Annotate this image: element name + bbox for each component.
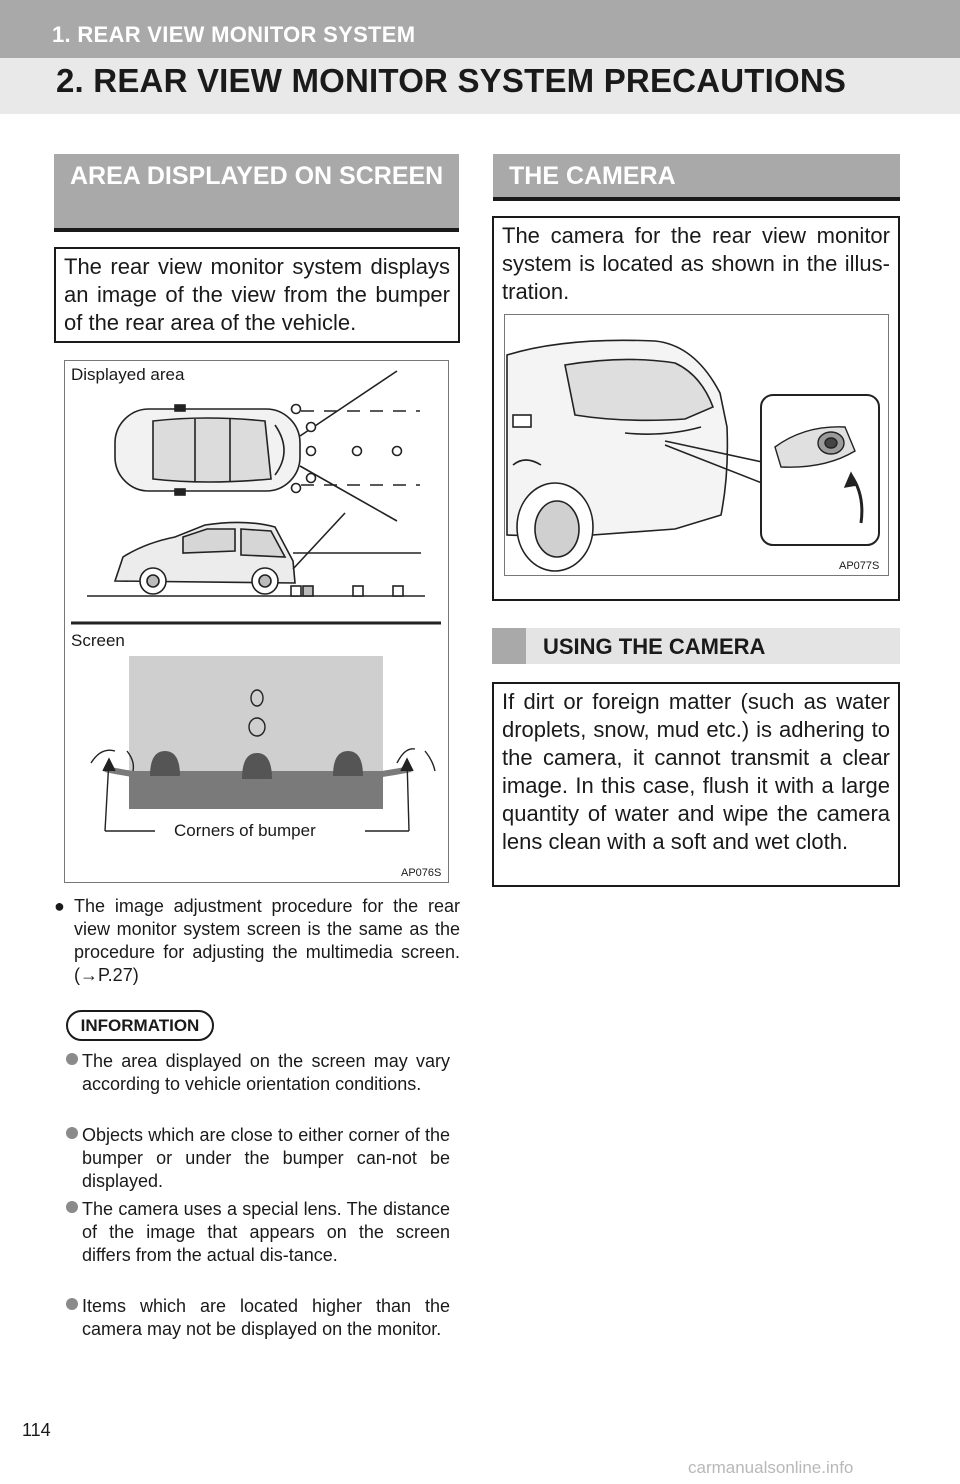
car-rear-illustration — [505, 315, 888, 575]
watermark: carmanualsonline.info — [688, 1458, 854, 1477]
info-bullet-icon — [66, 1053, 78, 1065]
info-item-text: Items which are located higher than the camera may not be displayed on the monitor. — [82, 1296, 450, 1339]
chapter-heading: 1. REAR VIEW MONITOR SYSTEM — [52, 22, 416, 47]
label-displayed-area: Displayed area — [71, 365, 185, 384]
section-heading-text: THE CAMERA — [509, 162, 676, 190]
car-rear-icon — [507, 340, 727, 571]
figure-displayed-area — [64, 360, 449, 883]
info-item-text: The camera uses a special lens. The distance of the image that appears on the screen differs from the actual dis-tance. — [82, 1199, 450, 1265]
car-top-view-icon — [115, 405, 300, 495]
bullet-marker: ● — [54, 896, 65, 916]
intro-text-camera: The camera for the rear view monitor system is located as shown in the illus-tration. — [502, 223, 890, 304]
figure-code-ap076s: AP076S — [401, 867, 442, 879]
using-camera-box — [492, 682, 900, 887]
figure-camera-location — [504, 314, 889, 576]
displayed-area-illustration — [65, 361, 448, 882]
page-title: 2. REAR VIEW MONITOR SYSTEM PRECAUTIONS — [56, 62, 847, 99]
info-bullet-icon — [66, 1127, 78, 1139]
car-side-view-icon — [115, 522, 295, 594]
label-screen: Screen — [71, 631, 125, 650]
using-camera-text: If dirt or foreign matter (such as water droplets, snow, mud etc.) is adhering to the camera, it cannot transmit a clear image. In this case, flush it with a large quantity of water and wipe the camera lens clean with a soft and wet cloth. — [502, 689, 890, 854]
label-corners-of-bumper: Corners of bumper — [170, 821, 320, 841]
info-item-2 — [66, 1124, 450, 1193]
info-item-3 — [66, 1198, 450, 1267]
info-bullet-icon — [66, 1201, 78, 1213]
information-badge: INFORMATION — [66, 1010, 214, 1041]
bullet-text: The image adjustment procedure for the rear view monitor system screen is the same as the procedure for adjusting the multimedia screen. (→P.27) — [74, 896, 460, 985]
info-item-4 — [66, 1295, 450, 1341]
section-heading-area-displayed — [54, 154, 459, 232]
section-heading-text: AREA DISPLAYED ON SCREEN — [70, 162, 444, 190]
figure-code-ap077s: AP077S — [839, 560, 880, 572]
intro-text-area: The rear view monitor system displays an image of the view from the bumper of the rear area of the vehicle. — [64, 254, 450, 335]
info-item-text: Objects which are close to either corner of the bumper or under the bumper can-not be displayed. — [82, 1125, 450, 1191]
subsection-title: USING THE CAMERA — [543, 634, 766, 659]
intro-box-area — [54, 247, 460, 343]
section-heading-the-camera — [493, 154, 900, 201]
info-item-text: The area displayed on the screen may vary according to vehicle orientation conditions. — [82, 1051, 450, 1094]
info-bullet-icon — [66, 1298, 78, 1310]
subsection-using-the-camera — [492, 628, 900, 664]
bullet-adjustment-note — [54, 895, 460, 987]
subsection-marker — [492, 628, 526, 664]
info-item-1 — [66, 1050, 450, 1096]
page-number: 114 — [22, 1420, 51, 1440]
